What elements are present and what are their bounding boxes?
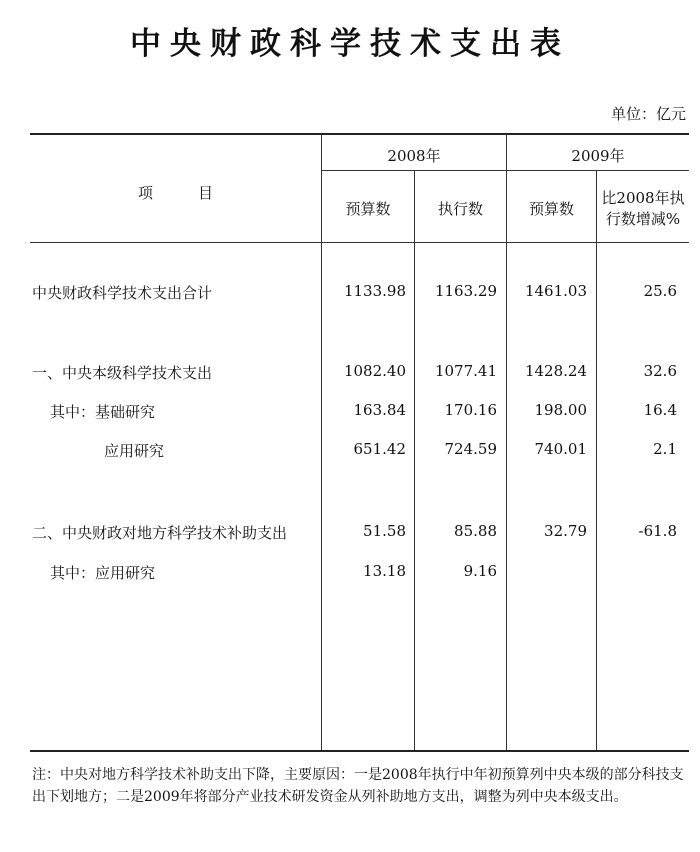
table-row-label: 其中：应用研究 — [50, 564, 156, 582]
table-cell-budget-2008: 51.58 — [363, 522, 406, 540]
page-title: 中央财政科学技术支出表 — [130, 26, 570, 62]
table-cell-budget-2009: 1461.03 — [524, 282, 587, 300]
table-cell-executed-2008: 1077.41 — [434, 362, 497, 380]
table-row-label: 应用研究 — [104, 442, 165, 460]
table-cell-change: 25.6 — [643, 282, 677, 300]
table-cell-budget-2009: 198.00 — [534, 401, 587, 419]
table-cell-budget-2008: 1082.40 — [343, 362, 406, 380]
table-cell-executed-2008: 9.16 — [463, 562, 497, 580]
table-bottom-rule — [30, 750, 689, 752]
header-bottom-rule — [30, 242, 689, 243]
col-divider-2 — [414, 171, 415, 750]
table-cell-change: 2.1 — [653, 440, 677, 458]
table-cell-executed-2008: 85.88 — [454, 522, 497, 540]
table-cell-budget-2009: 740.01 — [534, 440, 587, 458]
unit-label: 单位：亿元 — [610, 105, 686, 123]
table-cell-executed-2008: 170.16 — [444, 401, 497, 419]
table-cell-executed-2008: 1163.29 — [434, 282, 497, 300]
table-cell-budget-2008: 1133.98 — [343, 282, 406, 300]
table-cell-budget-2009: 1428.24 — [524, 362, 587, 380]
header-executed-2008: 执行数 — [437, 200, 483, 218]
col-divider-4 — [596, 171, 597, 750]
table-top-rule — [30, 133, 689, 135]
table-cell-change: 32.6 — [643, 362, 677, 380]
table-row-label: 中央财政科学技术支出合计 — [32, 284, 213, 302]
header-budget-2009: 预算数 — [528, 200, 574, 218]
header-change-line-2: 行数增减% — [605, 210, 681, 228]
table-cell-budget-2008: 163.84 — [353, 401, 406, 419]
table-cell-executed-2008: 724.59 — [444, 440, 497, 458]
table-cell-budget-2008: 13.18 — [363, 562, 406, 580]
footnote: 注：中央对地方科学技术补助支出下降，主要原因：一是2008年执行中年初预算列中央本级的部分科技支出下划地方；二是2009年将部分产业技术研发资金从列补助地方支出，调整为列中央本级支出。 — [32, 767, 684, 805]
header-budget-2008: 预算数 — [345, 200, 391, 218]
table-cell-change: 16.4 — [643, 401, 677, 419]
header-year-2009: 2009年 — [571, 147, 625, 165]
table-row-label: 一、中央本级科学技术支出 — [32, 364, 213, 382]
table-cell-budget-2008: 651.42 — [353, 440, 406, 458]
table-row-label: 二、中央财政对地方科学技术补助支出 — [32, 524, 288, 542]
header-change-line-1: 比2008年执 — [601, 189, 685, 207]
header-year-2008: 2008年 — [387, 147, 441, 165]
table-cell-change: -61.8 — [638, 522, 677, 540]
table-cell-budget-2009: 32.79 — [544, 522, 587, 540]
header-item: 项 目 — [137, 184, 213, 202]
table-row-label: 其中：基础研究 — [50, 403, 156, 421]
